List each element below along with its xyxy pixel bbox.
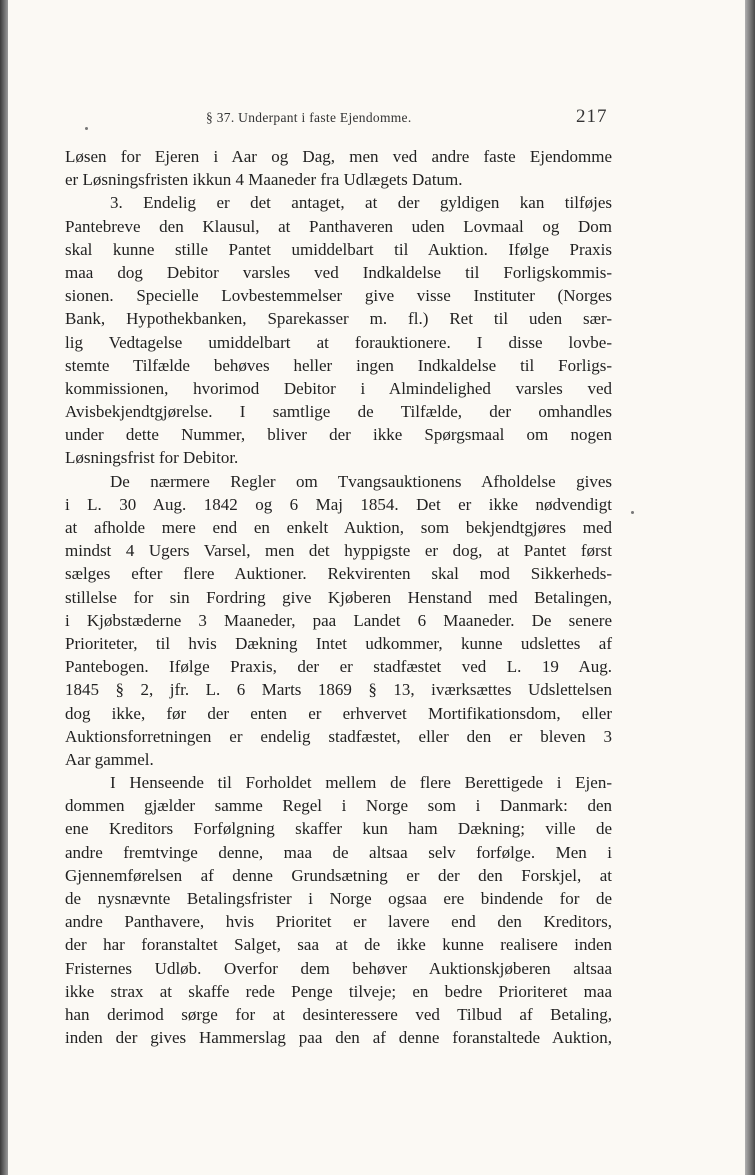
book-page	[8, 0, 745, 1175]
text-line: Gjennemførelsen af denne Grundsætning er der den Forskjel, at	[65, 865, 612, 885]
text-line: sionen. Specielle Lovbestemmelser give visse Instituter (Norges	[65, 286, 612, 306]
running-head: § 37. Underpant i faste Ejendomme.	[206, 110, 412, 125]
text-line: han derimod sørge for at desinteressere ved Tilbud af Betaling,	[65, 1004, 612, 1024]
text-line: Prioriteter, til hvis Dækning Intet udkommer, kunne udslettes af	[65, 633, 612, 653]
text-line: maa dog Debitor varsles ved Indkaldelse til Forligskommis-	[65, 262, 612, 282]
text-line: de nysnævnte Betalingsfrister i Norge ogsaa ere bindende for de	[65, 889, 612, 908]
text-line: der har foranstaltet Salget, saa at de ikke kunne realisere inden	[65, 935, 612, 955]
text-line: i Kjøbstæderne 3 Maaneder, paa Landet 6 Maaneder. De senere	[65, 610, 612, 630]
text-line: 3. Endelig er det antaget, at der gyldigen kan tilføjes	[110, 193, 612, 213]
text-line: i L. 30 Aug. 1842 og 6 Maj 1854. Det er ikke nødvendigt	[65, 494, 612, 514]
paper-speck	[85, 127, 88, 130]
page-header	[8, 104, 745, 128]
page-number: 217	[576, 106, 608, 127]
text-line: Bank, Hypothekbanken, Sparekasser m. fl.) Ret til uden sær-	[65, 309, 612, 329]
text-line: Fristernes Udløb. Overfor dem behøver Auktionskjøberen altsaa	[65, 958, 612, 978]
text-line: at afholde mere end en enkelt Auktion, som bekjendtgjøres med	[65, 518, 612, 537]
body-text	[65, 145, 612, 1049]
text-line: Løsen for Ejeren i Aar og Dag, men ved andre faste Ejendomme	[65, 147, 612, 166]
text-line: 1845 § 2, jfr. L. 6 Marts 1869 § 13, iværksættes Udslettelsen	[65, 680, 612, 700]
scan-edge-right	[745, 0, 755, 1175]
text-line: De nærmere Regler om Tvangsauktionens Afholdelse gives	[110, 471, 612, 491]
text-line: er Løsningsfristen ikkun 4 Maaneder fra Udlægets Datum.	[65, 170, 463, 190]
text-line: andre fremtvinge denne, maa de altsaa selv forfølge. Men i	[65, 842, 612, 862]
text-line: ene Kreditors Forfølgning skaffer kun ham Dækning; ville de	[65, 819, 612, 839]
text-line: andre Panthavere, hvis Prioritet er lavere end den Kreditors,	[65, 912, 612, 932]
text-line: skal kunne stille Pantet umiddelbart til Auktion. Ifølge Praxis	[65, 239, 612, 259]
text-line: Pantebogen. Ifølge Praxis, der er stadfæstet ved L. 19 Aug.	[65, 657, 612, 677]
text-line: mindst 4 Ugers Varsel, men det hyppigste er dog, at Pantet først	[65, 541, 612, 561]
paper-speck	[631, 511, 634, 514]
text-line: Avisbekjendtgjørelse. I samtlige de Tilfælde, der omhandles	[65, 402, 612, 422]
text-line: stemte Tilfælde behøves heller ingen Indkaldelse til Forligs-	[65, 355, 612, 375]
text-line: dommen gjælder samme Regel i Norge som i Danmark: den	[65, 796, 612, 816]
scan-edge-left	[0, 0, 8, 1175]
text-line: stillelse for sin Fordring give Kjøberen Henstand med Betalingen,	[65, 587, 612, 607]
text-line: I Henseende til Forholdet mellem de flere Berettigede i Ejen-	[110, 773, 612, 793]
text-line: Pantebreve den Klausul, at Panthaveren uden Lovmaal og Dom	[65, 216, 612, 236]
text-line: lig Vedtagelse umiddelbart at forauktionere. I disse lovbe-	[65, 332, 612, 352]
text-line: ikke strax at skaffe rede Penge tilveje; en bedre Prioriteret maa	[65, 981, 612, 1001]
text-line: under dette Nummer, bliver der ikke Spørgsmaal om nogen	[65, 425, 612, 445]
text-line: sælges efter flere Auktioner. Rekvirenten skal mod Sikkerheds-	[65, 564, 612, 584]
text-line: dog ikke, før der enten er erhvervet Mortifikationsdom, eller	[65, 703, 612, 723]
text-line: Løsningsfrist for Debitor.	[65, 448, 239, 468]
text-line: kommissionen, hvorimod Debitor i Almindelighed varsles ved	[65, 378, 612, 398]
text-line: Aar gammel.	[65, 749, 154, 769]
text-line: inden der gives Hammerslag paa den af denne foranstaltede Auktion,	[65, 1028, 612, 1048]
text-line: Auktionsforretningen er endelig stadfæstet, eller den er bleven 3	[65, 726, 612, 746]
